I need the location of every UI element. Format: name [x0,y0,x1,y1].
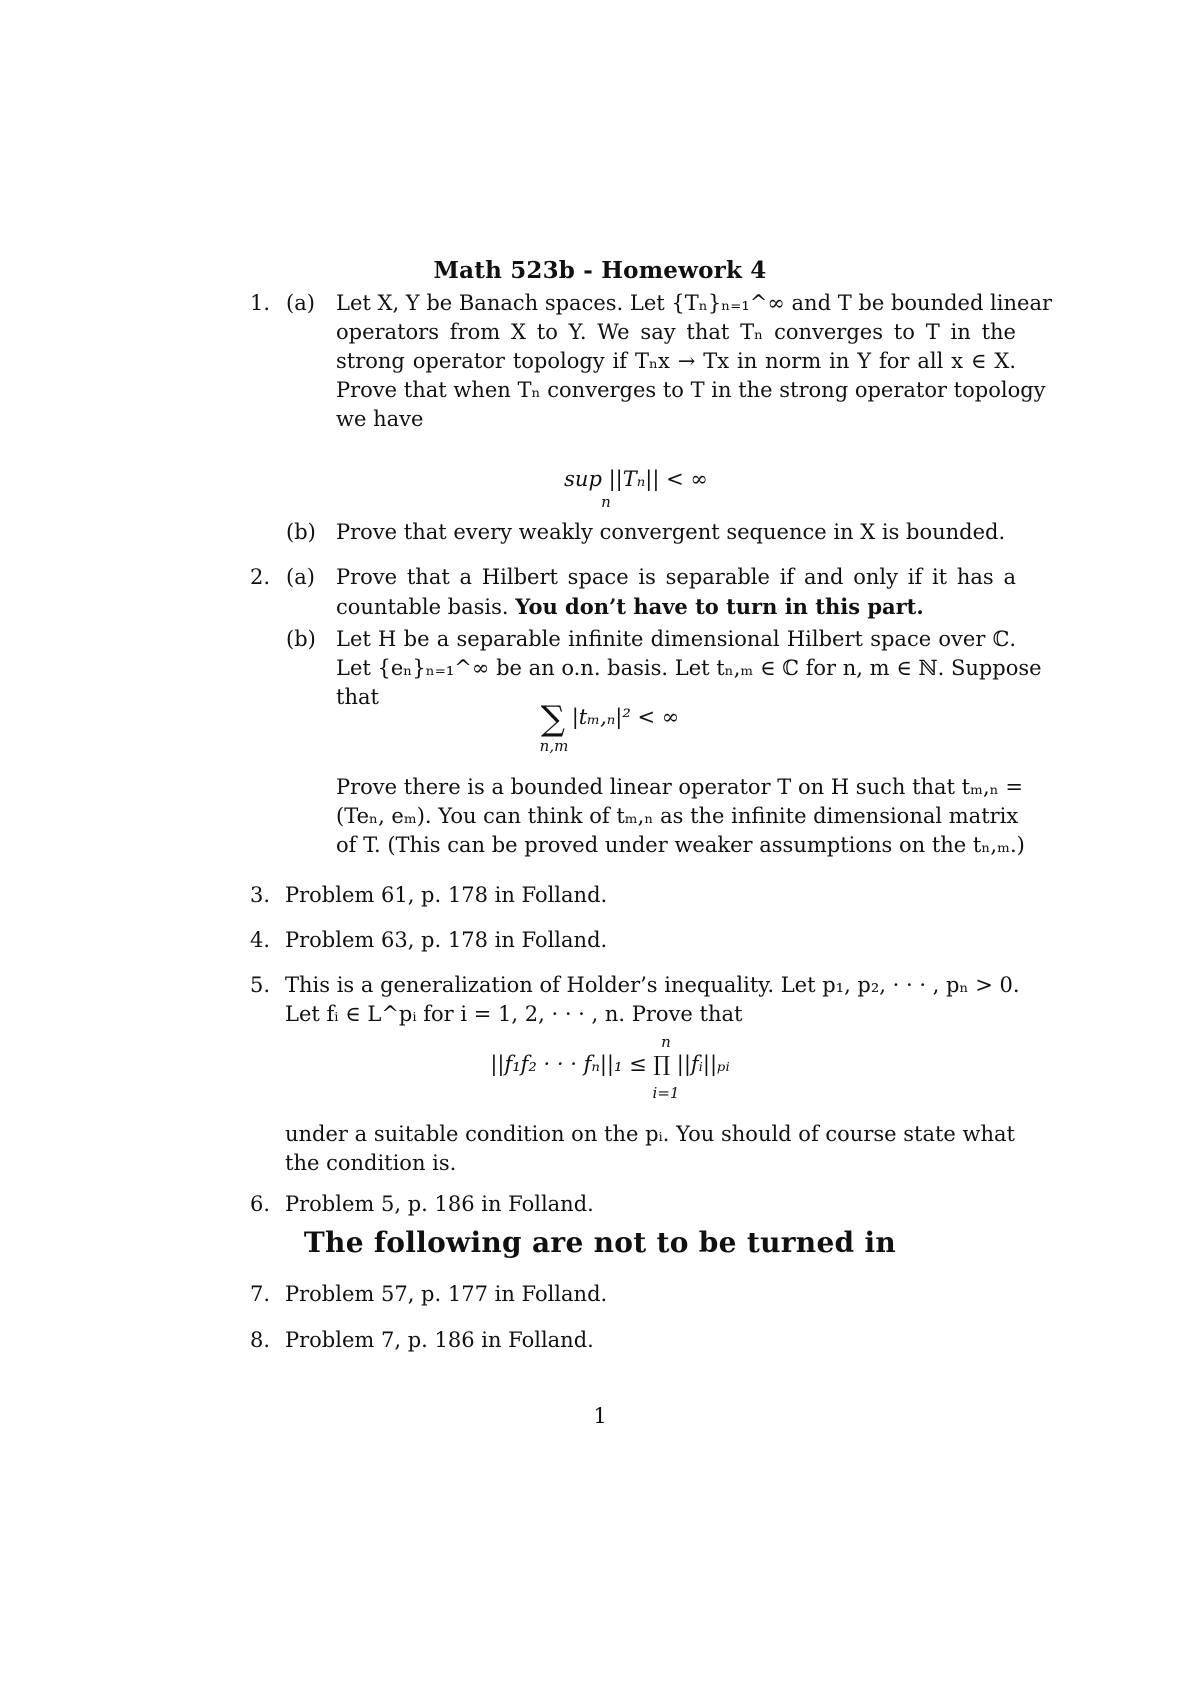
problem-number: 7. [250,1282,271,1306]
text-line: Problem 7, p. 186 in Folland. [285,1328,594,1352]
equation-text: ||f₁f₂ · · · fₙ||₁ ≤ ∏ ||fᵢ||ₚᵢ [490,1052,730,1076]
problem-1a-text [336,289,1052,434]
text-line: under a suitable condition on the pᵢ. You should of course state what [285,1122,1015,1146]
text-plain: countable basis. [336,595,509,619]
equation-subscript: i=1 [652,1084,680,1102]
text-line: Problem 63, p. 178 in Folland. [285,928,608,952]
page-title: Math 523b - Homework 4 [433,257,767,284]
equation-subscript: n,m [539,737,569,755]
section-heading: The following are not to be turned in [303,1226,897,1259]
display-equation-sum [10,699,1200,755]
text-bold-note: You don’t have to turn in this part. [515,594,924,619]
problem-number: 2. [250,565,271,589]
text-line: Prove that when Tₙ converges to T in the strong operator topology [336,378,1046,402]
text-line: the condition is. [285,1151,457,1175]
text-line: of T. (This can be proved under weaker assumptions on the tₙ,ₘ.) [336,833,1025,857]
text-line: Problem 61, p. 178 in Folland. [285,883,608,907]
page-number: 1 [593,1404,607,1428]
part-label: (b) [286,520,316,544]
problem-2b-text [336,625,1042,712]
equation-subscript: n [601,493,611,511]
part-label: (a) [286,565,315,589]
text-line: Prove that every weakly convergent sequence in X is bounded. [336,520,1006,544]
part-label: (a) [286,291,315,315]
sum-symbol: ∑ [540,699,566,739]
part-label: (b) [286,627,316,651]
text-line: Prove there is a bounded linear operator T on H such that tₘ,ₙ = [336,775,1024,799]
text-line: Let fᵢ ∈ L^pᵢ for i = 1, 2, · · · , n. Prove that [285,1002,743,1026]
text-line: we have [336,407,424,431]
text-line: operators from X to Y. We say that Tₙ converges to T in the [336,320,1016,344]
equation-text: |tₘ,ₙ|² < ∞ [571,705,680,729]
equation-text: sup ||Tₙ|| < ∞ [564,467,708,491]
problem-number: 6. [250,1192,271,1216]
problem-number: 5. [250,973,271,997]
problem-2a-text [336,563,1016,622]
problem-number: 3. [250,883,271,907]
text-line: Prove that a Hilbert space is separable if and only if it has a [336,565,1016,589]
text-line: that [336,685,379,709]
text-line: strong operator topology if Tₙx → Tx in norm in Y for all x ∈ X. [336,349,1016,373]
text-line: (Teₙ, eₘ). You can think of tₘ,ₙ as the infinite dimensional matrix [336,804,1019,828]
display-equation-sup [36,465,1200,510]
text-line [336,592,1016,622]
text-line: Let H be a separable infinite dimensional Hilbert space over ℂ. [336,627,1016,651]
equation-superscript: n [661,1033,671,1051]
problem-number: 4. [250,928,271,952]
text-line: Problem 5, p. 186 in Folland. [285,1192,594,1216]
text-line: Let {eₙ}ₙ₌₁^∞ be an o.n. basis. Let tₙ,ₘ ∈ ℂ for n, m ∈ ℕ. Suppose [336,656,1042,680]
problem-number: 8. [250,1328,271,1352]
text-line: Let X, Y be Banach spaces. Let {Tₙ}ₙ₌₁^∞ and T be bounded linear [336,291,1052,315]
text-line: This is a generalization of Holder’s inequality. Let p₁, p₂, · · · , pₙ > 0. [285,973,1020,997]
display-equation-product [10,1034,1200,1101]
text-line: Problem 57, p. 177 in Folland. [285,1282,608,1306]
problem-number: 1. [250,291,271,315]
